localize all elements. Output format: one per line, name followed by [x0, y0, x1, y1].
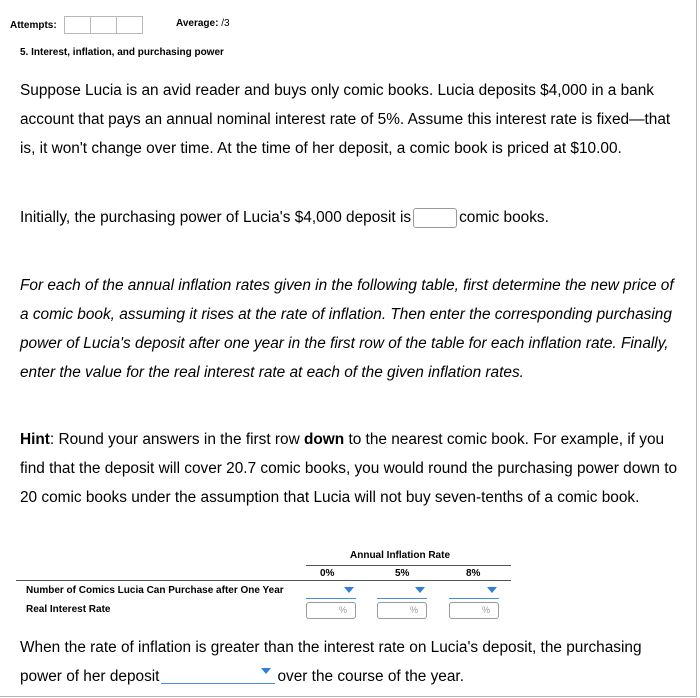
attempts-row: [10, 15, 143, 35]
attempt-box-1: [64, 16, 91, 34]
row-label-real-interest: Real Interest Rate: [26, 604, 111, 615]
column-header-0pct: 0%: [320, 568, 335, 579]
average-label: Average:: [176, 18, 219, 29]
comics-dropdown-0pct[interactable]: [306, 585, 356, 599]
comics-dropdown-8pct[interactable]: [449, 585, 499, 599]
average-display: [176, 18, 230, 29]
column-header-8pct: 8%: [466, 568, 481, 579]
initial-purchasing-power-input[interactable]: [413, 208, 457, 228]
instructions-paragraph: For each of the annual inflation rates given in the following table, first determine the new price of a comic book, assuming it rises at the rate of inflation. Then enter the corresponding purchasing power of Lucia's deposit after one year in the first row of the table for each inflation rate. Finally, enter the value for the real interest rate at each of the given inflation rates.: [20, 277, 674, 381]
hint-pre: : Round your answers in the first row: [49, 431, 304, 448]
attempt-box-3: [116, 16, 143, 34]
real-interest-input-5pct[interactable]: [377, 602, 427, 619]
intro-paragraph: Suppose Lucia is an avid reader and buys only comic books. Lucia deposits $4,000 in a bank account that pays an annual nominal interest rate of 5%. Assume this interest rate is fixed—that is, it won't change over time. At the time of her deposit, a comic book is priced at $10.00.: [20, 82, 671, 157]
annual-inflation-header: Annual Inflation Rate: [350, 550, 450, 561]
purchasing-power-sentence: [20, 203, 680, 232]
final-prefix: When the rate of inflation is greater than the interest rate on Lucia's deposit, the purchasing power of her deposit: [20, 639, 642, 685]
header-divider: [306, 565, 511, 566]
attempt-boxes: [65, 16, 143, 34]
real-interest-input-0pct[interactable]: [306, 602, 356, 619]
row-label-comics: Number of Comics Lucia Can Purchase after One Year: [26, 585, 284, 596]
percent-symbol: %: [409, 605, 418, 615]
chevron-down-icon: [261, 668, 271, 674]
inflation-table: [0, 545, 700, 625]
hint-bold: down: [303, 431, 345, 448]
hint-paragraph: [20, 425, 680, 512]
comics-dropdown-5pct[interactable]: [377, 585, 427, 599]
purchasing-power-suffix: comic books.: [459, 209, 549, 226]
attempt-box-2: [90, 16, 117, 34]
final-suffix: over the course of the year.: [277, 668, 464, 685]
hint-label: Hint: [20, 431, 50, 448]
attempts-label: Attempts:: [10, 19, 57, 31]
question-title: 5. Interest, inflation, and purchasing power: [20, 47, 224, 58]
average-value: /3: [221, 18, 230, 29]
real-interest-input-8pct[interactable]: [449, 602, 499, 619]
column-header-5pct: 5%: [395, 568, 410, 579]
table-divider: [16, 580, 511, 581]
hint-post: to the nearest comic book. For example, if you find that the deposit will cover 20.7 comic books, you would round the purchasing power down to 20 comic books under the assumption that Lucia will not buy seven-tenths of a comic book.: [20, 431, 678, 506]
chevron-down-icon: [344, 587, 354, 593]
percent-symbol: %: [338, 605, 347, 615]
purchasing-power-change-dropdown[interactable]: [161, 666, 275, 684]
percent-symbol: %: [481, 605, 490, 615]
chevron-down-icon: [487, 587, 497, 593]
final-sentence: [20, 633, 680, 691]
purchasing-power-prefix: Initially, the purchasing power of Lucia's $4,000 deposit is: [20, 209, 412, 226]
chevron-down-icon: [415, 587, 425, 593]
